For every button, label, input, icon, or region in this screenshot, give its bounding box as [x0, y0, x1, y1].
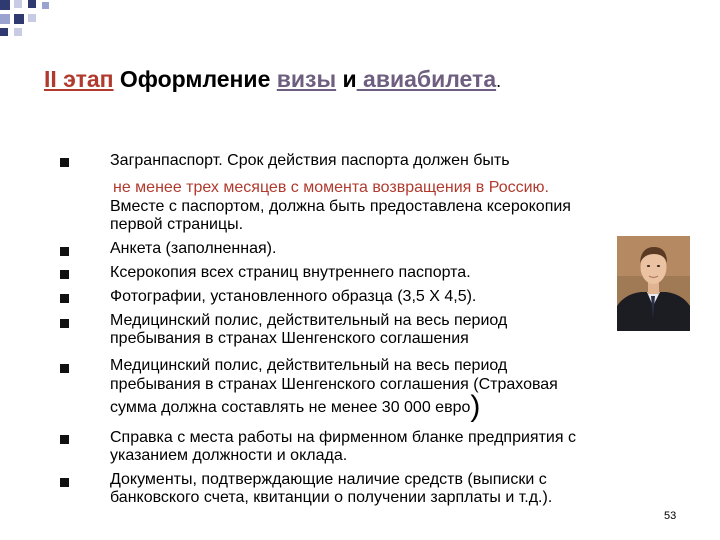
list-item-line: Вместе с паспортом, должна быть предоставлена ксерокопия [110, 198, 571, 215]
list-item-line: Фотографии, установленного образца (3,5 Х 4,5). [110, 288, 477, 305]
corner-square [42, 2, 49, 9]
title-visa: визы [276, 66, 337, 92]
bullet-icon [60, 478, 69, 487]
corner-square [14, 14, 24, 24]
title-main: Оформление [113, 66, 277, 92]
list-item-line: Ксерокопия всех страниц внутреннего паспорта. [110, 264, 471, 281]
list-item-line: Анкета (заполненная). [110, 240, 277, 257]
slide-title [44, 66, 501, 93]
list-item-line: банковского счета, квитанции о получении зарплаты и т.д.). [110, 489, 553, 506]
list-item-line: не менее трех месяцев с момента возвращения в Россию. [113, 179, 549, 196]
title-dot: . [496, 71, 502, 91]
closing-paren: ) [470, 390, 481, 423]
list-item-text: сумма должна составлять не менее 30 000 евро [110, 399, 471, 416]
corner-square [0, 0, 10, 10]
bullet-icon [60, 364, 69, 373]
corner-square [28, 0, 36, 8]
title-stage: II этап [44, 66, 114, 92]
bullet-icon [60, 294, 69, 303]
list-item-line: Справка с места работы на фирменном бланке предприятия с [110, 429, 576, 446]
list-item-line: Медицинский полис, действительный на весь период [110, 312, 508, 329]
page-number: 53 [664, 510, 677, 522]
bullet-icon [60, 247, 69, 256]
list-item-line: указанием должности и оклада. [110, 447, 348, 464]
corner-square [14, 28, 22, 36]
bullet-icon [60, 319, 69, 328]
list-item-line: Медицинский полис, действительный на весь период [110, 357, 508, 374]
bullet-icon [60, 158, 69, 167]
bullet-icon [60, 435, 69, 444]
list-item-line [110, 390, 481, 423]
list-item-line: Документы, подтверждающие наличие средств (выписки с [110, 471, 547, 488]
bullet-icon [60, 270, 69, 279]
corner-square [14, 0, 22, 8]
corner-square [0, 28, 8, 36]
portrait-photo [617, 236, 690, 331]
title-ticket: авиабилета [356, 66, 497, 92]
list-item-line: Загранпаспорт. Срок действия паспорта должен быть [110, 152, 510, 169]
list-item-line: первой страницы. [110, 216, 244, 233]
corner-square [0, 14, 10, 24]
list-item-line: пребывания в странах Шенгенского соглашения (Страховая [110, 376, 558, 393]
list-item-line: пребывания в странах Шенгенского соглашения [110, 330, 469, 347]
title-and: и [336, 66, 357, 92]
corner-square [28, 14, 36, 22]
